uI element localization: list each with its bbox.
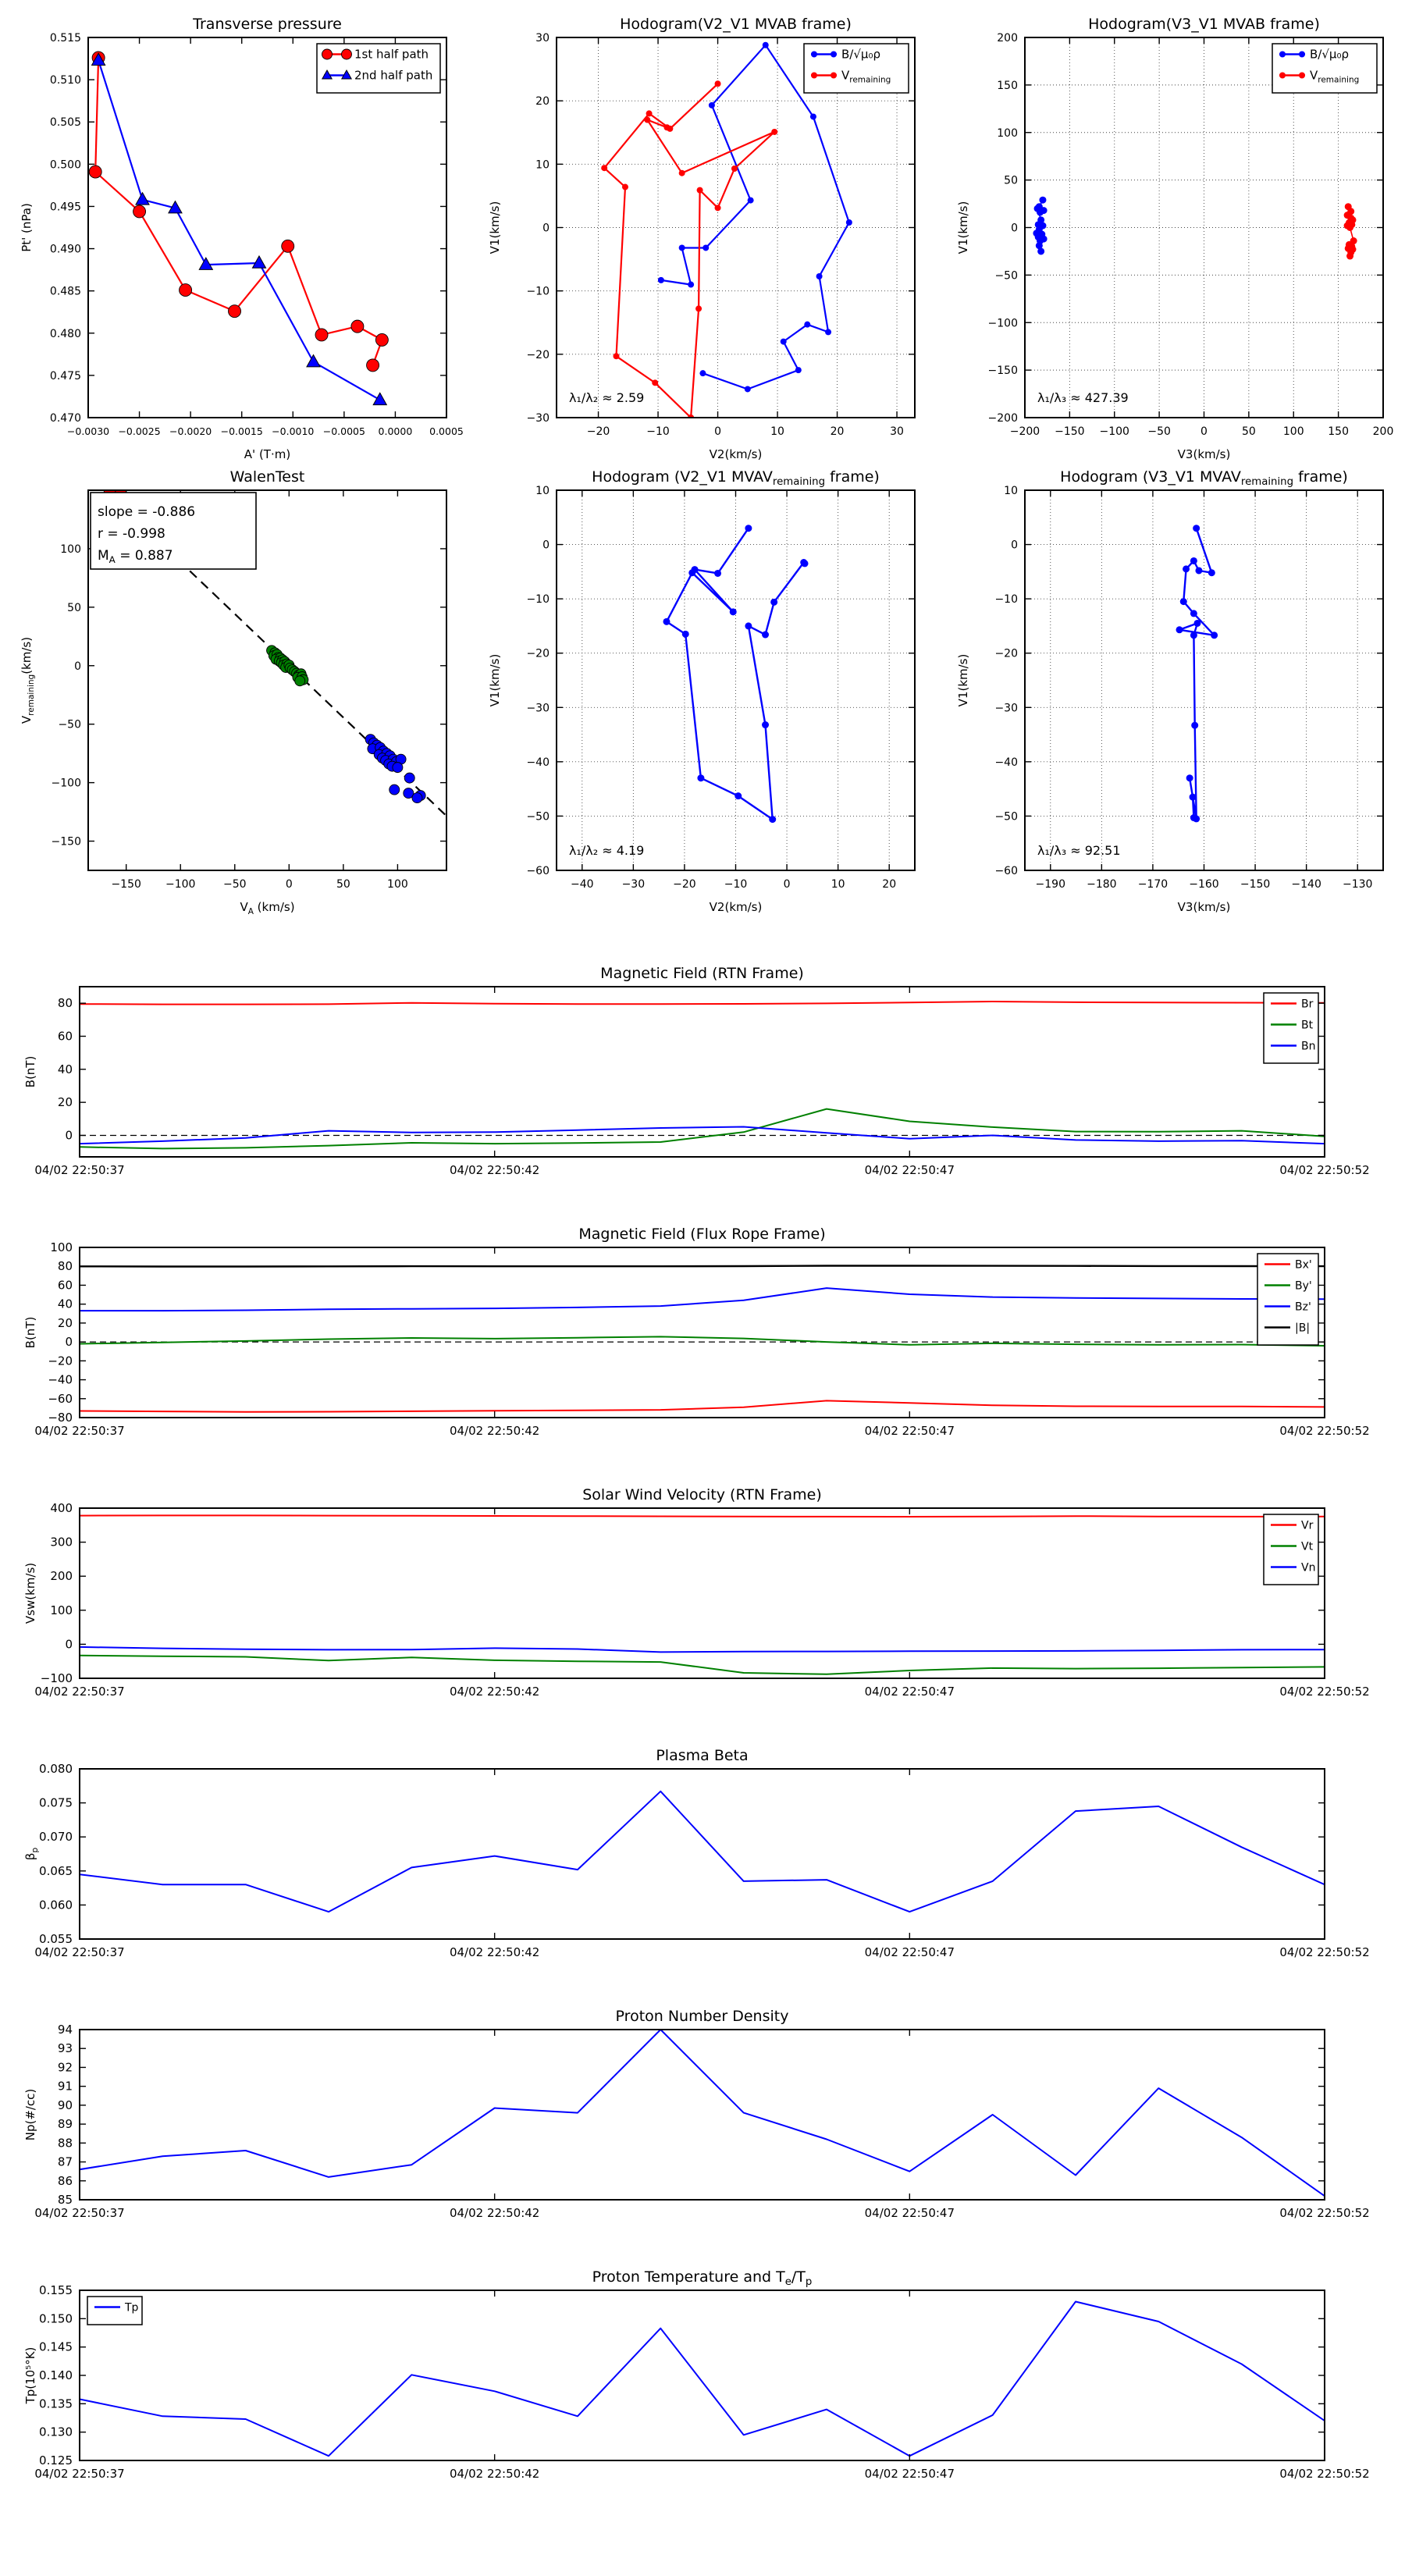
svg-text:04/02 22:50:37: 04/02 22:50:37 [34,1945,125,1959]
svg-text:85: 85 [57,2193,73,2207]
svg-text:0: 0 [74,660,81,673]
svg-text:0.055: 0.055 [39,1932,73,1946]
svg-text:04/02 22:50:42: 04/02 22:50:42 [449,2467,540,2481]
svg-text:Proton Number Density: Proton Number Density [615,2008,789,2025]
svg-text:−150: −150 [111,878,141,891]
svg-text:100: 100 [997,126,1018,140]
svg-text:Vsw(km/s): Vsw(km/s) [23,1562,37,1624]
svg-text:150: 150 [1328,425,1349,438]
svg-text:0.495: 0.495 [49,201,81,214]
svg-text:0.075: 0.075 [39,1795,73,1810]
svg-text:0.140: 0.140 [39,2368,73,2382]
svg-text:20: 20 [882,878,897,891]
svg-text:−80: −80 [48,1411,73,1425]
svg-text:−20: −20 [526,348,550,361]
svg-text:−140: −140 [1291,878,1321,891]
svg-text:λ₁/λ₂ ≈ 2.59: λ₁/λ₂ ≈ 2.59 [569,390,645,405]
svg-text:−150: −150 [1055,425,1085,438]
svg-text:|B|: |B| [1295,1322,1311,1335]
svg-text:−10: −10 [526,285,550,298]
svg-text:0: 0 [714,425,722,438]
proton-temperature-plot [0,2265,1405,2523]
svg-text:30: 30 [535,32,550,44]
svg-text:−20: −20 [994,647,1018,660]
svg-text:−0.0015: −0.0015 [220,425,263,437]
svg-text:−50: −50 [526,810,550,824]
svg-text:90: 90 [57,2097,73,2112]
svg-text:04/02 22:50:42: 04/02 22:50:42 [449,2206,540,2220]
svg-text:MA = 0.887: $M_A = 0.887$ [98,548,173,565]
svg-text:40: 40 [57,1062,73,1076]
svg-text:0.070: 0.070 [39,1830,73,1845]
svg-text:−40: −40 [994,756,1018,769]
svg-text:04/02 22:50:52: 04/02 22:50:52 [1279,2467,1370,2481]
svg-text:40: 40 [57,1297,73,1311]
svg-text:0.470: 0.470 [49,412,81,425]
svg-text:−30: −30 [526,702,550,715]
svg-text:04/02 22:50:42: 04/02 22:50:42 [449,1424,540,1438]
svg-text:200: 200 [1372,425,1394,438]
svg-text:−130: −130 [1342,878,1373,891]
svg-text:04/02 22:50:42: 04/02 22:50:42 [449,1685,540,1699]
svg-text:Np(#/cc): Np(#/cc) [23,2088,37,2141]
svg-text:Bx': Bx' [1295,1258,1312,1272]
svg-text:0: 0 [65,1335,73,1350]
svg-text:Bz': Bz' [1295,1300,1311,1314]
svg-text:10: 10 [535,485,550,497]
svg-text:04/02 22:50:47: 04/02 22:50:47 [864,1424,955,1438]
svg-text:−10: −10 [526,593,550,607]
svg-text:300: 300 [50,1535,73,1550]
svg-text:Vr: Vr [1301,1519,1314,1532]
svg-text:0: 0 [1011,539,1018,552]
svg-text:−10: −10 [646,425,670,438]
svg-text:−170: −170 [1137,878,1168,891]
svg-text:Vremaining: $V_{remaining}$ [1310,68,1360,85]
svg-text:V2(km/s): V2(km/s) [709,900,763,914]
svg-text:−0.0030: −0.0030 [66,425,110,437]
svg-text:−50: −50 [58,718,81,731]
svg-text:−40: −40 [526,756,550,769]
svg-text:0.0005: 0.0005 [429,425,464,437]
svg-text:20: 20 [57,1315,73,1330]
svg-text:80: 80 [57,1259,73,1274]
svg-text:10: 10 [535,158,550,172]
svg-text:Bt: Bt [1301,1019,1314,1032]
svg-text:0.065: 0.065 [39,1863,73,1878]
svg-text:0.515: 0.515 [49,32,81,44]
svg-text:−200: −200 [1009,425,1040,438]
svg-text:04/02 22:50:47: 04/02 22:50:47 [864,2206,955,2220]
svg-text:−180: −180 [1087,878,1117,891]
svg-text:0.155: 0.155 [39,2283,73,2297]
svg-text:0.490: 0.490 [49,243,81,256]
svg-text:VA (km/s): $V_A$ (km/s) [240,900,295,915]
svg-text:04/02 22:50:47: 04/02 22:50:47 [864,1163,955,1177]
svg-text:93: 93 [57,2041,73,2056]
svg-text:Vt: Vt [1301,1540,1314,1553]
svg-text:−20: −20 [586,425,610,438]
svg-text:0: 0 [65,1128,73,1143]
svg-text:Vremaining: $V_{remaining}$ [841,68,891,85]
svg-text:10: 10 [770,425,784,438]
svg-text:0: 0 [783,878,791,891]
svg-text:0.150: 0.150 [39,2311,73,2326]
svg-text:Pt' (nPa): Pt' (nPa) [20,203,34,252]
magnetic-field-rtn-plot [0,962,1405,1219]
svg-text:−20: −20 [673,878,696,891]
svg-text:Br: Br [1301,998,1314,1011]
transverse-pressure-plot [0,9,468,462]
svg-text:100: 100 [1282,425,1304,438]
svg-text:04/02 22:50:52: 04/02 22:50:52 [1279,2206,1370,2220]
svg-text:86: 86 [57,2173,73,2188]
svg-text:0: 0 [285,878,293,891]
svg-text:−190: −190 [1035,878,1066,891]
svg-text:λ₁/λ₂ ≈ 4.19: λ₁/λ₂ ≈ 4.19 [569,843,645,858]
svg-text:−10: −10 [994,593,1018,607]
svg-text:0.125: 0.125 [39,2453,73,2467]
svg-text:04/02 22:50:37: 04/02 22:50:37 [34,2467,125,2481]
svg-text:−50: −50 [994,810,1018,824]
svg-text:V3(km/s): V3(km/s) [1177,447,1231,461]
svg-text:0.505: 0.505 [49,116,81,130]
svg-text:−10: −10 [724,878,748,891]
svg-text:−100: −100 [51,777,81,790]
svg-text:−0.0025: −0.0025 [118,425,161,437]
svg-text:−0.0005: −0.0005 [322,425,365,437]
svg-text:−50: −50 [994,269,1018,283]
svg-text:04/02 22:50:42: 04/02 22:50:42 [449,1945,540,1959]
svg-text:94: 94 [57,2023,73,2037]
svg-text:−100: −100 [165,878,196,891]
svg-text:04/02 22:50:52: 04/02 22:50:52 [1279,1685,1370,1699]
svg-text:04/02 22:50:37: 04/02 22:50:37 [34,1685,125,1699]
svg-text:Hodogram (V3_V1 MVAVremaining: Hodogram (V3_V1 $MVAV_{remaining}$ frame) [1060,468,1348,488]
svg-text:−50: −50 [1147,425,1171,438]
svg-text:Magnetic Field (RTN Frame): Magnetic Field (RTN Frame) [600,965,804,982]
svg-text:04/02 22:50:37: 04/02 22:50:37 [34,1424,125,1438]
svg-text:Hodogram (V2_V1 MVAVremaining: Hodogram (V2_V1 $MVAV_{remaining}$ frame) [592,468,880,488]
svg-text:2nd half path: 2nd half path [354,68,433,83]
svg-text:−150: −150 [987,365,1018,378]
svg-text:V1(km/s): V1(km/s) [956,201,970,254]
svg-text:A' (T·m): A' (T·m) [244,447,291,461]
svg-text:−160: −160 [1189,878,1219,891]
svg-text:0.060: 0.060 [39,1898,73,1912]
svg-text:Hodogram(V3_V1 MVAB frame): Hodogram(V3_V1 MVAB frame) [1088,16,1320,33]
hodogram-v3v1-mvav-plot [937,462,1405,915]
svg-text:80: 80 [57,996,73,1011]
svg-text:0: 0 [542,222,550,235]
svg-text:Tp: Tp [125,2301,139,2314]
svg-text:0.485: 0.485 [49,285,81,298]
svg-text:0: 0 [1011,222,1018,235]
svg-text:1st half path: 1st half path [354,47,429,62]
svg-text:−60: −60 [994,865,1018,877]
svg-text:30: 30 [890,425,904,438]
svg-text:0: 0 [1200,425,1208,438]
svg-text:V3(km/s): V3(km/s) [1177,900,1231,914]
svg-text:0.0000: 0.0000 [378,425,413,437]
svg-text:Bn: Bn [1301,1040,1316,1053]
svg-text:Vremaining(km/s): $V_{remaining}(km/s)$ [20,636,36,724]
proton-density-plot [0,2005,1405,2262]
svg-text:88: 88 [57,2136,73,2151]
svg-text:50: 50 [67,601,81,614]
svg-text:−150: −150 [1240,878,1271,891]
svg-text:04/02 22:50:47: 04/02 22:50:47 [864,1685,955,1699]
svg-text:100: 100 [50,1240,73,1254]
svg-text:0: 0 [65,1637,73,1652]
svg-text:0.475: 0.475 [49,369,81,382]
svg-text:400: 400 [50,1501,73,1515]
svg-text:B/√μ₀ρ: B/√μ₀ρ [841,47,880,62]
svg-text:100: 100 [60,543,81,556]
svg-text:−200: −200 [987,412,1018,425]
svg-text:100: 100 [50,1603,73,1617]
svg-text:−60: −60 [48,1391,73,1406]
svg-text:91: 91 [57,2079,73,2094]
svg-text:Proton Temperature and Te/Tp: Proton Temperature and $T_e/T_p$ [592,2268,813,2288]
hodogram-v2v1-mvab-plot [468,9,937,462]
svg-text:50: 50 [1241,425,1256,438]
svg-text:150: 150 [997,79,1018,92]
svg-text:04/02 22:50:47: 04/02 22:50:47 [864,2467,955,2481]
svg-text:04/02 22:50:52: 04/02 22:50:52 [1279,1945,1370,1959]
svg-text:0.080: 0.080 [39,1762,73,1776]
magnetic-field-flux-rope-plot [0,1222,1405,1480]
svg-text:−150: −150 [51,835,81,849]
walen-test-plot [0,462,468,915]
svg-text:λ₁/λ₃ ≈ 427.39: λ₁/λ₃ ≈ 427.39 [1037,390,1129,405]
svg-text:−40: −40 [571,878,594,891]
solar-wind-velocity-plot [0,1483,1405,1741]
svg-text:V2(km/s): V2(km/s) [709,447,763,461]
svg-text:Solar Wind Velocity (RTN Frame: Solar Wind Velocity (RTN Frame) [582,1486,822,1503]
svg-text:20: 20 [830,425,845,438]
svg-text:60: 60 [57,1278,73,1293]
svg-text:87: 87 [57,2154,73,2169]
svg-text:04/02 22:50:42: 04/02 22:50:42 [449,1163,540,1177]
svg-text:Tp(10⁵°K): Tp(10⁵°K) [23,2347,37,2404]
hodogram-v3v1-mvab-plot [937,9,1405,462]
svg-text:−30: −30 [621,878,646,891]
svg-text:−100: −100 [1099,425,1129,438]
svg-text:04/02 22:50:37: 04/02 22:50:37 [34,1163,125,1177]
svg-text:0.500: 0.500 [49,158,81,172]
svg-text:WalenTest: WalenTest [229,468,305,486]
plasma-beta-plot [0,1744,1405,2001]
svg-text:89: 89 [57,2117,73,2132]
svg-text:r = -0.998: r = -0.998 [98,526,165,542]
svg-text:λ₁/λ₃ ≈ 92.51: λ₁/λ₃ ≈ 92.51 [1037,843,1121,858]
svg-text:20: 20 [535,95,550,109]
svg-text:04/02 22:50:47: 04/02 22:50:47 [864,1945,955,1959]
hodogram-v2v1-mvav-plot [468,462,937,915]
svg-text:−20: −20 [48,1354,73,1368]
svg-text:04/02 22:50:52: 04/02 22:50:52 [1279,1163,1370,1177]
svg-text:−0.0020: −0.0020 [169,425,212,437]
svg-text:B/√μ₀ρ: B/√μ₀ρ [1310,47,1349,62]
svg-text:−30: −30 [526,412,550,425]
svg-text:04/02 22:50:52: 04/02 22:50:52 [1279,1424,1370,1438]
svg-text:200: 200 [50,1569,73,1584]
svg-text:slope = -0.886: slope = -0.886 [98,504,196,520]
svg-text:50: 50 [1004,174,1018,187]
svg-text:50: 50 [336,878,350,891]
svg-text:0.135: 0.135 [39,2396,73,2411]
svg-text:βp: $\beta_p$ [23,1847,40,1861]
svg-text:Magnetic Field (Flux Rope Fram: Magnetic Field (Flux Rope Frame) [578,1226,826,1243]
svg-text:04/02 22:50:37: 04/02 22:50:37 [34,2206,125,2220]
svg-text:0: 0 [542,539,550,552]
svg-text:B(nT): B(nT) [23,1055,37,1088]
svg-text:0.145: 0.145 [39,2339,73,2354]
svg-text:Vn: Vn [1301,1561,1316,1574]
svg-text:200: 200 [997,32,1018,44]
svg-text:−50: −50 [222,878,247,891]
svg-text:−0.0010: −0.0010 [272,425,315,437]
svg-text:−60: −60 [526,865,550,877]
svg-text:Plasma Beta: Plasma Beta [656,1747,749,1764]
svg-text:Hodogram(V2_V1 MVAB frame): Hodogram(V2_V1 MVAB frame) [620,16,852,33]
svg-text:0.480: 0.480 [49,327,81,340]
svg-text:20: 20 [57,1095,73,1110]
svg-text:10: 10 [831,878,845,891]
svg-text:−100: −100 [40,1671,73,1685]
svg-text:0.510: 0.510 [49,74,81,87]
svg-text:10: 10 [1004,485,1018,497]
svg-text:By': By' [1295,1279,1312,1293]
svg-text:0.130: 0.130 [39,2425,73,2439]
svg-text:V1(km/s): V1(km/s) [488,201,502,254]
svg-text:100: 100 [387,878,408,891]
svg-text:B(nT): B(nT) [23,1316,37,1349]
svg-text:92: 92 [57,2060,73,2075]
svg-text:−100: −100 [987,317,1018,330]
svg-text:V1(km/s): V1(km/s) [956,653,970,707]
svg-text:Transverse pressure: Transverse pressure [193,16,342,33]
svg-text:60: 60 [57,1029,73,1044]
svg-text:−20: −20 [526,647,550,660]
svg-text:−30: −30 [994,702,1018,715]
svg-text:−40: −40 [48,1372,73,1387]
svg-text:V1(km/s): V1(km/s) [488,653,502,707]
